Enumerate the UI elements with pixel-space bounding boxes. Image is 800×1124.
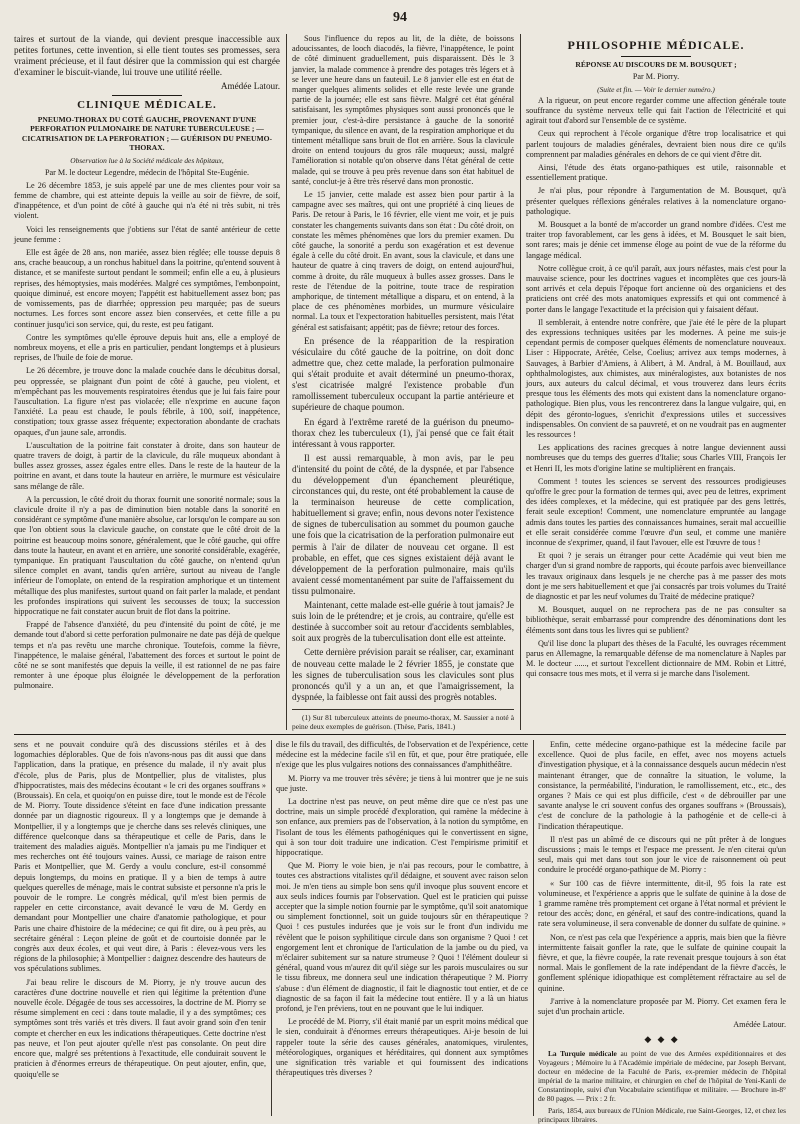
book-notice	[538, 1049, 786, 1104]
section-title-clinique: CLINIQUE MÉDICALE.	[77, 99, 217, 112]
paragraph: Qu'il lise donc la plupart des thèses de la Faculté, les ouvrages récemment parus en Allemagne, la remarquable défense de ma nomenclature à Naples par M. le docteur ......, et surtout l'excellent dictionnaire de MM. Robin et Littré, qui consacre tous mes mots, et il verra si je marche dans l'isolement.	[526, 638, 786, 679]
paragraph: Il n'est pas un abîmé de ce discours qui ne pût prêter à de longues discussions ; mais le temps et l'espace me pressent. Je n'en citerai qu'un seul, mais qui met dans tout son jour le vice de raisonnement où peut conduire le procédé organo-pathique de M. Piorry :	[538, 834, 786, 875]
paragraph: J'ai beau relire le discours de M. Piorry, je n'y trouve aucun des caractères d'une doctrine nouvelle et rien qui légitime la prétention d'une nouvelle école. Dégagée de tous ses accessoires, la doctrine de M. Piorry se résume simplement en ceci : dans toute maladie, il y a des symptômes; ces symptômes sont très variés et très divers. Il faut avoir grand soin d'en tenir compte et chercher en eux les indications thérapeutiques. Cette doctrine n'est pas neuve, et l'on peut ajouter qu'elle n'est pas consolante. On peut dire encore que, malgré ses prétentions à l'exactitude, elle conduirait souvent le praticien à d'énormes erreurs de thérapeutique. On peut ajouter, enfin, que, quoiqu'elle se	[14, 977, 266, 1079]
paragraph: A la percussion, le côté droit du thorax fournit une sonorité normale; sous la clavicule droite il n'y a pas de diminution bien notable dans la sonorité en considérant ce symptôme d'une manière absolue, car lorsqu'on le compare au son que l'on obtient sous la clavicule gauche, on constate que le côté droit de la poitrine est beaucoup moins sonore, généralement, que le côté gauche, qui offre dans toute la hauteur, en avant et en arrière, une sonorité considérable, exagérée, tympanique. En pratiquant l'auscultation du côté gauche, on n'entend qu'un silence complet en avant, tandis qu'en arrière, surtout au niveau de l'angle inférieur de l'omoplate, on entend de la respiration amphorique et un tintement métallique des plus manifestes, surtout quand on fait parler la malade, et pendant les profondes inspirations qui suivent les secousses de toux; la succession hippocratique ne fait constater aucun bruit de flot dans la poitrine.	[14, 494, 280, 616]
article-title: PNEUMO-THORAX DU COTÉ GAUCHE, PROVENANT D'UNE PERFORATION PULMONAIRE DE NATURE TUBERCULEUSE ; — CICATRISATION DE LA PERFORATION ; — GUÉRISON DU PNEUMO-THORAX.	[21, 114, 273, 153]
column-divider	[520, 34, 521, 730]
column-divider	[286, 34, 287, 730]
section-title-philosophie: PHILOSOPHIE MÉDICALE.	[567, 38, 745, 52]
column-left	[14, 34, 280, 730]
paragraph: Cette dernière prévision parait se réaliser, car, examinant de nouveau cette malade le 2 février 1855, je constate que les signes de tuberculisation sous les clavicules sont plus prononcés qu'il y a un an, et que l'amaigrissement, la dyspnée, la faiblesse ont fait aussi des progrès notables.	[292, 647, 514, 702]
bottom-column-middle	[276, 740, 528, 1116]
paragraph: Il semblerait, à entendre notre confrère, que j'aie été le père de la plupart des expressions techniques usitées par les modernes. A peine me suis-je cependant permis de composer quelques éléments de nomenclature nouveaux. Liser : Hippocrate, Arétée, Celse, Coelius; arrivez aux temps modernes, à Sauvages, à Barbier d'Amiens, à Alibert, à M. Andral, à M. Bouillaud, aux ophthalmologistes, aux chimistes, aux minéralogistes, aux botanistes de nos jours, aux auteurs du calcul décimal, et vous trouverez dans leurs écrits presque tous les éléments des mots qui existent dans la nomenclature organo-pathologique. Bien plus, vous les rencontrerez dans la langue vulgaire, qui, en dépit des géronto-logues, s'enrichit d'expressions utiles et successives indispensables. On convient de sa pauvreté, et on ne voudrait pas en augmenter les ressources !	[526, 317, 786, 439]
notice-text: au point de vue des Armées expéditionnaires et des Voyageurs ; Mémoire lu à l'Académie impériale de médecine, par Joseph Bervant, docteur en médecine de la Faculté de Paris, ex-premier médecin de l'hôpital impérial de la marine militaire, et chirurgien en chef de l'hôpital de Yeni-Kanli de Constantinople, suivi d'un Vocabulaire scientifique et militaire. — Brochure in-8° de 80 pages. — Prix : 2 fr.	[538, 1048, 786, 1104]
paragraph: Comment ! toutes les sciences se servent des ressources prodigieuses qu'offre le grec pour la formation de termes qui, avec peu de lettres, expriment des idées complexes, et la médecine, qui est pratiquée par des gens lettrés, ferait seule exception! Comment, une nomenclature empruntée au langage admis dans toutes les parties des connaissances humaines, serait mal accueillie et elle serait considérée comme l'œuvre d'un seul, et comme une manière inconnue de s'exprimer, quand, il faut l'avouer, elle est l'œuvre de tous !	[526, 476, 786, 548]
column-divider	[533, 740, 534, 1116]
paragraph: Frappé de l'absence d'anxiété, du peu d'intensité du point de côté, je me demande tout d'abord si cette perforation pulmonaire ne date pas déjà de quelque temps et n'a pas revêtu une marche chronique. Toutefois, comme la fièvre, l'inappétence, le malaise général, l'abattement des forces et surtout le point de côté ne se sont manifestés que depuis la veille, il est rationnel de ne pas faire remonter à une époque plus éloignée le développement de la perforation pulmonaire.	[14, 620, 280, 691]
paragraph: Les applications des racines grecques à notre langue deviennent aussi nombreuses que du temps des guerres d'Italie; sous Charles VIII, François Ier et Henri II, les mots d'origine latine se multiplièrent en français.	[526, 443, 786, 473]
paragraph: Je n'ai plus, pour répondre à l'argumentation de M. Bousquet, qu'à présenter quelques réflexions générales relatives à la nomenclature organo-pathologique.	[526, 186, 786, 216]
column-right	[526, 34, 786, 730]
intro-signature: Amédée Latour.	[220, 81, 280, 92]
paragraph: Sous l'influence du repos au lit, de la diète, de boissons adoucissantes, de looch diacodés, la fièvre, l'inappétence, le point de côté diminuent graduellement, puis disparaissent. Dès le 3 janvier, la malade commence à prendre des potages très légers et à se lever une heure dans un fauteuil. Le 8 janvier elle est en état de manger quelques aliments solides et elle reste levée une grande partie de la journée; elle est sans fièvre. Malgré cet état général satisfaisant, les symptômes physiques sont aussi prononcés que le premier jour, c'est-à-dire persistance à gauche de la sonorité tympanique, du silence en avant, de la respiration amphorique et du tintement métallique sans bruit de flot en arrière. Sous la clavicule droite on entend toujours du gros râle muqueux; aussi, malgré l'amélioration si notable qu'on observe dans l'état général de cette malade, qui se trouve à peu près revenue dans son état habituel de santé, conclut-je à être très réservé dans mon pronostic.	[292, 34, 514, 186]
article-author: Par M. Piorry.	[632, 71, 680, 81]
column-divider	[271, 740, 272, 1116]
signature: Amédée Latour.	[733, 1020, 786, 1030]
paragraph: M. Bousquet, auquel on ne reprochera pas de ne pas consulter sa bibliothèque, serait embarrassé pour comprendre des dénominations dont les éléments sont dans tous les livres qui se publient?	[526, 605, 786, 635]
paragraph: dise le fils du travail, des difficultés, de l'observation et de l'expérience, cette médecine est la médecine facile s'il en fût, et que, pour être pratiquée, elle n'exige que les plus vulgaires notions des connaissances d'amphithéâtre.	[276, 740, 528, 770]
ornament-divider: ◆ ◆ ◆	[644, 1034, 680, 1045]
paragraph: Elle est âgée de 28 ans, non mariée, assez bien réglée; elle tousse depuis 8 ans, crache beaucoup, a un ronchus habituel dans la poitrine, qu'entend souvent à distance, et se manifeste surtout pendant le sommeil; enfin elle a eu, à plusieurs reprises, des hémoptysies, mais modérées. Malgré ces symptômes, l'embonpoint, quoique diminué, est encore moyen; l'appétit est habituellement assez bon; pas de vomissements, pas de diarrhée; oppression peu marquée; pas de sueurs nocturnes. Les forces sont encore assez bien conservées, et cette fille a pu continuer jusqu'ici son service, qui, du reste, est peu fatigant.	[14, 248, 280, 329]
paragraph: A la rigueur, on peut encore regarder comme une affection générale toute souffrance du système nerveux telle qui fait l'action de l'électricité et qui agirait tout d'abord sur l'ensemble de ce système.	[526, 95, 786, 126]
paragraph: Que M. Piorry le voie bien, je n'ai pas recours, pour le combattre, à toutes ces abstractions vitalistes qu'il dédaigne, et souvent avec raison selon moi. Je m'en tiens au simple bon sens qu'il invoque plus souvent encore et aux seuls indices fournis par l'observation. Quel est le praticien qui puisse accepter que la simple notion fournie par le symptôme, qu'il soit anatomique ou simplement fonctionnel, soit un guide toujours sûr en thérapeutique ? Quoi ! ces pustules indurées que je vois sur le front d'un individu me révèlent que le poison syphilitique circule dans son organisme ? Quoi ! cet engorgement lent et chronique de l'articulation de la jambe ou du pied, va m'éclairer subitement sur sa nature strumeuse ? Quoi ! l'élément douleur si général, quand vous m'aurez dit qu'il siège sur les parois musculaires ou sur le tissu fibreux, me donnera seul une indication thérapeutique ? M. Piorry s'abuse : d'un élément de diagnostic, il fait le diagnostic tout entier, et de ce diagnostic de sa façon il fait la médecine tout entière. Il y a là un hiatus profond, je l'en préviens, tout en ne pouvant que le lui indiquer.	[276, 861, 528, 1014]
paragraph: Le 26 décembre 1853, je suis appelé par une de mes clientes pour voir sa femme de chambre, qui est atteinte depuis la veille au soir de fièvre, de soif, d'inappétence, et d'un point de côté à gauche qui n'a été ni très subit, ni très violent.	[14, 180, 280, 221]
paragraph: Et quoi ? je serais un étranger pour cette Académie qui veut bien me charger d'un si grand nombre de rapports, qui écoute parfois avec bienveillance les travaux originaux dans lesquels je ne cherche pas à me passer des mots dont je me sers habituellement et que j'ai consacrés par trois volumes du Traité de diagnostic et par les neuf volumes du Traité de médecine pratique?	[526, 551, 786, 602]
page-number: 94	[393, 10, 407, 25]
paragraph: Ceux qui reprochent à l'école organique d'être trop localisatrice et qui parlent toujours de maladies générales, devraient bien nous dire ce qu'ils comprennent par maladies générales en dehors de ce qui vient d'être dit.	[526, 129, 786, 159]
column-middle	[292, 34, 514, 730]
paragraph: Enfin, cette médecine organo-pathique est la médecine facile par excellence. Quoi de plus facile, en effet, avec nos moyens actuels d'investigation physique, et à la connaissance desquels aucun médecin n'est maintenant étranger, que de connaître la situation, le volume, la consistance, la perméabilité, l'induration, le ramollissement, etc., etc., des organes ? Mais ce qui est plus difficile, c'est « de débrouiller par une savante analyse le cri souvent confus des organes souffrans » (Broussais), c'est de conclure de la pathologie à la pathogénie et de celle-ci à l'indication thérapeutique.	[538, 740, 786, 831]
divider	[621, 56, 691, 57]
bottom-column-right	[538, 740, 786, 1124]
paragraph: J'arrive à la nomenclature proposée par M. Piorry. Cet examen fera le sujet d'un prochain article.	[538, 996, 786, 1017]
paragraph: Contre les symptômes qu'elle éprouve depuis huit ans, elle a employé de nombreux moyens, et elle a pris en particulier, pendant longtemps et à plusieurs reprises, de l'huile de foie de morue.	[14, 332, 280, 363]
notice-address: Paris, 1854, aux bureaux de l'Union Médicale, rue Saint-Georges, 12, et chez les principaux libraires.	[538, 1106, 786, 1124]
intro-paragraph: taires et surtout de la viande, qui devient presque inaccessible aux petites fortunes, cette invention, si elle tient toutes ses promesses, sera vraiment précieuse, et il faut désirer que la commission qui est chargée d'examiner le biscuit-viande, lui trouve une utilité réelle.	[14, 34, 280, 78]
paragraph: Le 26 décembre, je trouve donc la malade couchée dans le décubitus dorsal, peu oppressée, se plaignant d'un point de côté à gauche, peu violent, et m'empêchant pas les mouvements respiratoires étendus que je lui fais faire pour l'auscultation. La figure n'est pas violacée; elle n'exprime en aucune façon l'anxiété. La peau est chaude, le pouls fébrile, à 100, soif, inappétence, constipation; toux grasse assez fréquente; expectoration abondante de crachats opaques, d'un jaune sale, arrondis.	[14, 366, 280, 437]
paragraph: M. Piorry va me trouver très sévère; je tiens à lui montrer que je ne suis que juste.	[276, 773, 528, 793]
notice-title: La Turquie médicale	[548, 1048, 617, 1058]
paragraph: Voici les renseignements que j'obtiens sur l'état de santé antérieur de cette jeune femme :	[14, 224, 280, 244]
article-author: Par M. le docteur Legendre, médecin de l'hôpital Ste-Eugénie.	[44, 167, 250, 177]
paragraph: La doctrine n'est pas neuve, on peut même dire que ce n'est pas une doctrine, mais un simple procédé d'exploration, qui ramène la médecine à son enfance, aux premiers pas de l'observation, à la notion du symptôme, en l'isolant de tous les éléments pathogéniques qui le convertissent en signe, qui à son tour doit traduire une indication. C'est l'empirisme primitif et hippocratique.	[276, 797, 528, 858]
article-note: Observation lue à la Société médicale des hôpitaux,	[70, 155, 224, 165]
footnote: (1) Sur 81 tuberculeux atteints de pneumo-thorax, M. Saussier a noté à peine deux exemples de guérison. (Thèse, Paris, 1841.)	[292, 709, 514, 731]
paragraph: Le procédé de M. Piorry, s'il était manié par un esprit moins médical que le sien, conduirait à d'énormes erreurs thérapeutiques. Ai-je besoin de lui rappeler toute la série des causes générales, anatomiques, virulentes, météorologiques, organiques et héréditaires, qui donnent aux symptômes une signification très variable et qui fournissent des indications thérapeutiques très diverses ?	[276, 1017, 528, 1078]
divider	[112, 95, 182, 96]
paragraph: Maintenant, cette malade est-elle guérie à tout jamais? Je suis loin de le prétendre; et je crois, au contraire, qu'elle est destinée à succomber soit au retour d'accidents semblables, soit aux progrès de la tuberculisation dont elle est atteinte.	[292, 600, 514, 644]
paragraph: En présence de la réapparition de la respiration vésiculaire du côté gauche de la poitrine, on doit donc admettre que, chez cette malade, la perforation pulmonaire qui s'était produite et avait déterminé un pneumo-thorax, s'est cicatrisée malgré l'existence probable d'un ramollissement tuberculeux occupant la partie antérieure et supérieure de chaque poumon.	[292, 335, 514, 413]
paragraph: En égard à l'extrême rareté de la guérison du pneumo-thorax chez les tuberculeux (1), j'ai pensé que ce fait était intéressant à vous rapporter.	[292, 416, 514, 449]
lower-columns	[14, 740, 786, 1124]
upper-columns	[14, 34, 786, 730]
article-subtitle: RÉPONSE AU DISCOURS DE M. BOUSQUET ;	[575, 60, 737, 69]
paragraph: M. Bousquet a la bonté de m'accorder un grand nombre d'idées. C'est me traiter trop favorablement, car les gens à idées, et M. Bousquet le sait bien, sont rares; mais je dénie cet immense éloge au point de vue de la réforme du langage médical.	[526, 219, 786, 260]
bottom-column-left	[14, 740, 266, 1116]
paragraph: L'auscultation de la poitrine fait constater à droite, dans son hauteur de quatre travers de doigt, à partir de la clavicule, du râle muqueux abondant à bulles assez grosses, assez égales entre elles. Dans le reste de la hauteur de la poitrine en avant, et dans toute la hauteur en arrière, le murmure est vésiculaire sans mélange de râle.	[14, 440, 280, 491]
paragraph: « Sur 100 cas de fièvre intermittente, dit-il, 95 fois la rate est volumineuse, et l'expérience a appris que le sulfate de quinine à la dose de 1 gramme ramène très promptement cet organe à l'état normal et prévient le retour des accès; donc, en général, et sauf des contre-indications, quand la rate sera volumineuse, il sera convenable de donner du sulfate de quinine. »	[538, 878, 786, 929]
continuation-note: (Suite et fin. — Voir le dernier numéro.)	[597, 84, 715, 94]
paragraph: Non, ce n'est pas cela que l'expérience a appris, mais bien que la fièvre intermittente faisait gonfler la rate, que le sulfate de quinine coupait la fièvre, et que, la fièvre coupée, la rate revenait presque toujours à son état normal. Mais le gonflement de la rate indépendant de la fièvre d'accès, le gonflement splénique idiopathique est complètement réfractaire au sel de quinine.	[538, 932, 786, 993]
paragraph: Ainsi, l'étude des états organo-pathiques est utile, raisonnable et essentiellement pratique.	[526, 162, 786, 183]
paragraph: Il est aussi remarquable, à mon avis, par le peu d'intensité du point de côté, de la dyspnée, et par l'absence du développement d'un épanchement pleurétique, circonstances qui, du reste, ont été probablement la cause de la terminaison heureuse de cette complication, habituellement si grave; enfin, nous devons noter l'existence de signes de tuberculisation au sommet du poumon gauche une fois que la cicatrisation de la perforation pulmonaire eut permis à l'air de dilater de nouveau cet organe. Il est probable, en effet, que ces signes existaient déjà avant le développement de la perforation pulmonaire, mais qu'ils avaient cessé momentanément par suite de l'affaissement du tissu pulmonaire.	[292, 452, 514, 596]
section-divider	[14, 734, 786, 735]
paragraph: Notre collègue croit, à ce qu'il paraît, aux jours néfastes, mais c'est pour la mauvaise science, pour les doctrines vagues et incomplètes que ces jours-là sont arrivés et cela depuis l'époque fort ancienne où des organiciens et des praticiens ont créé des mots anatomiques expressifs et qui ont commencé à porter dans le langage l'exactitude et la précision qui y faisaient défaut.	[526, 263, 786, 314]
paragraph: sens et ne pouvait conduire qu'à des discussions stériles et à des logomachies déplorables. Que de fois n'avons-nous pas dit aussi que dans l'application, dans la pratique, en présence du malade, il n'y avait plus d'école, plus de Paris, plus de Montpellier, plus de vitalistes, plus d'hippocratistes, mais des médecins écoutant « le cri des organes souffrans » (Broussais). En cela, et quoiqu'on en puisse dire, tout le monde est de l'école de M. Piorry. Toute dissidence s'éteint en face d'une indication pressante donnée par un diagnostic rigoureux. Il y a longtemps que je demande à Montpellier, il y a longtemps que je cherche dans ses relevés cliniques, une différence quelconque dans sa thérapeutique et celle de Paris, dans le traitement des maladies aiguës. Montpellier n'a jamais pu me l'indiquer et mes recherches ont été toujours vaines. Aussi, ce mariage de raison entre Paris et Montpellier, que M. Gerdy a voulu conclure, est-il consommé depuis longtemps, du moins en pratique. Il y a bien de temps à autre quelques querelles de ménage, mais le contrat subsiste et personne n'a pris le pouvoir de le rompre. Le congrès médical, qu'il m'est bien permis de rappeler en cette circonstance, avait devancé le vœu de M. Gerdy en demandant pour Montpellier une chaire d'anatomie pathologique, et pour Paris une chaire d'histoire de la médecine; ce qui fit dire, ou à peu près, au secrétaire général : Leçon pleine de goût et de courtoisie donnée par le congrès aux deux écoles, et qui veut dire, à Paris : élevez-vous vers les régions de la philosophie; à Montpellier : daignez descendre des hauteurs de vos spéculations sublimes.	[14, 740, 266, 974]
paragraph: Le 15 janvier, cette malade est assez bien pour partir à la campagne avec ses maîtres, qui ont une propriété à cinq lieues de Paris. De retour à Paris, le 16 février, elle vient me voir, et je puis constater les changements suivants dans son état : Du côté droit, on constate les mêmes phénomènes que lors du premier examen. Du côté gauche, la sonorité a perdu son exagération et est devenue égale à celle du côté droit. En avant, sous la clavicule, et dans une hauteur de quatre à cinq travers de doigt, on entend aujourd'hui, comme à droite, du râle muqueux à bulles assez grosses. Dans le reste de l'étendue de la poitrine, toute trace de respiration amphorique, de tintement métallique a disparu, et on entend, à la place de ces phénomènes morbides, un murmure vésiculaire normal. La toux et l'expectoration habituelles persistent, mais l'état général est satisfaisant; appétit; pas de fièvre; retour des forces.	[292, 190, 514, 332]
